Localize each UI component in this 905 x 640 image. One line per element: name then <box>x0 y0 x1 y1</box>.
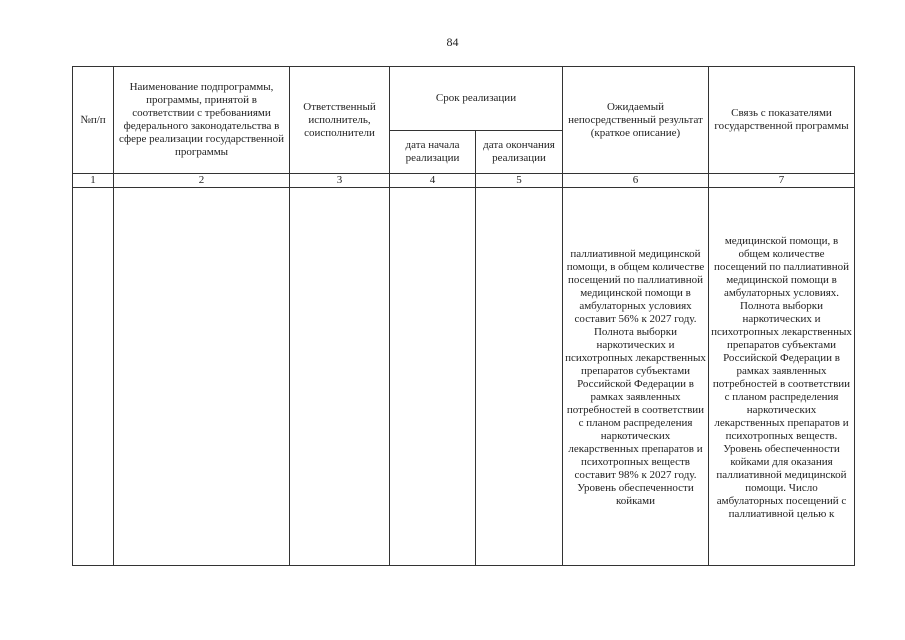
column-number: 6 <box>563 174 709 188</box>
cell-num <box>73 188 114 566</box>
header-col-link: Связь с показателями государственной программы <box>709 67 855 174</box>
column-number: 4 <box>390 174 476 188</box>
header-col-result: Ожидаемый непосредственный результат (краткое описание) <box>563 67 709 174</box>
column-number-row <box>73 174 855 188</box>
cell-result <box>563 188 709 566</box>
cell-link <box>709 188 855 566</box>
cell-executor <box>290 188 390 566</box>
header-col-period: Срок реализации <box>390 67 563 131</box>
cell-end <box>476 188 563 566</box>
header-col-name: Наименование подпрограммы, программы, принятой в соответствии с требованиями федерального законодательства в сфере реализации государственной программы <box>114 67 290 174</box>
header-col-num: №п/п <box>73 67 114 174</box>
link-text: медицинской помощи, в общем количестве посещений по паллиативной медицинской помощи в амбулаторных условиях. Полнота выборки наркотических и психотропных лекарственных препаратов субъектами Российской Федерации в рамках заявленных потребностей в соответствии с планом распределения наркотических лекарственных препаратов и психотропных веществ. Уровень обеспеченности койками для оказания паллиативной медицинской помощи. Число амбулаторных посещений с паллиативной целью к <box>711 234 852 520</box>
cell-start <box>390 188 476 566</box>
page-number: 84 <box>446 35 459 49</box>
header-row-1 <box>73 67 855 131</box>
result-text: паллиативной медицинской помощи, в общем количестве посещений по паллиативной медицинской помощи в амбулаторных условиях составит 56% к 2027 году. Полнота выборки наркотических и психотропных лекарственных препаратов субъектами Российской Федерации в рамках заявленных потребностей в соответствии с планом распределения наркотических лекарственных препаратов и психотропных веществ составит 98% к 2027 году. Уровень обеспеченности койками <box>565 247 706 507</box>
header-col-end: дата окончания реализации <box>476 131 563 174</box>
column-number: 2 <box>114 174 290 188</box>
column-number: 5 <box>476 174 563 188</box>
header-col-executor: Ответственный исполнитель, соисполнители <box>290 67 390 174</box>
header-col-start: дата начала реализации <box>390 131 476 174</box>
cell-name <box>114 188 290 566</box>
column-number: 1 <box>73 174 114 188</box>
program-table <box>72 66 855 566</box>
column-number: 7 <box>709 174 855 188</box>
column-number: 3 <box>290 174 390 188</box>
table-row <box>73 188 855 566</box>
